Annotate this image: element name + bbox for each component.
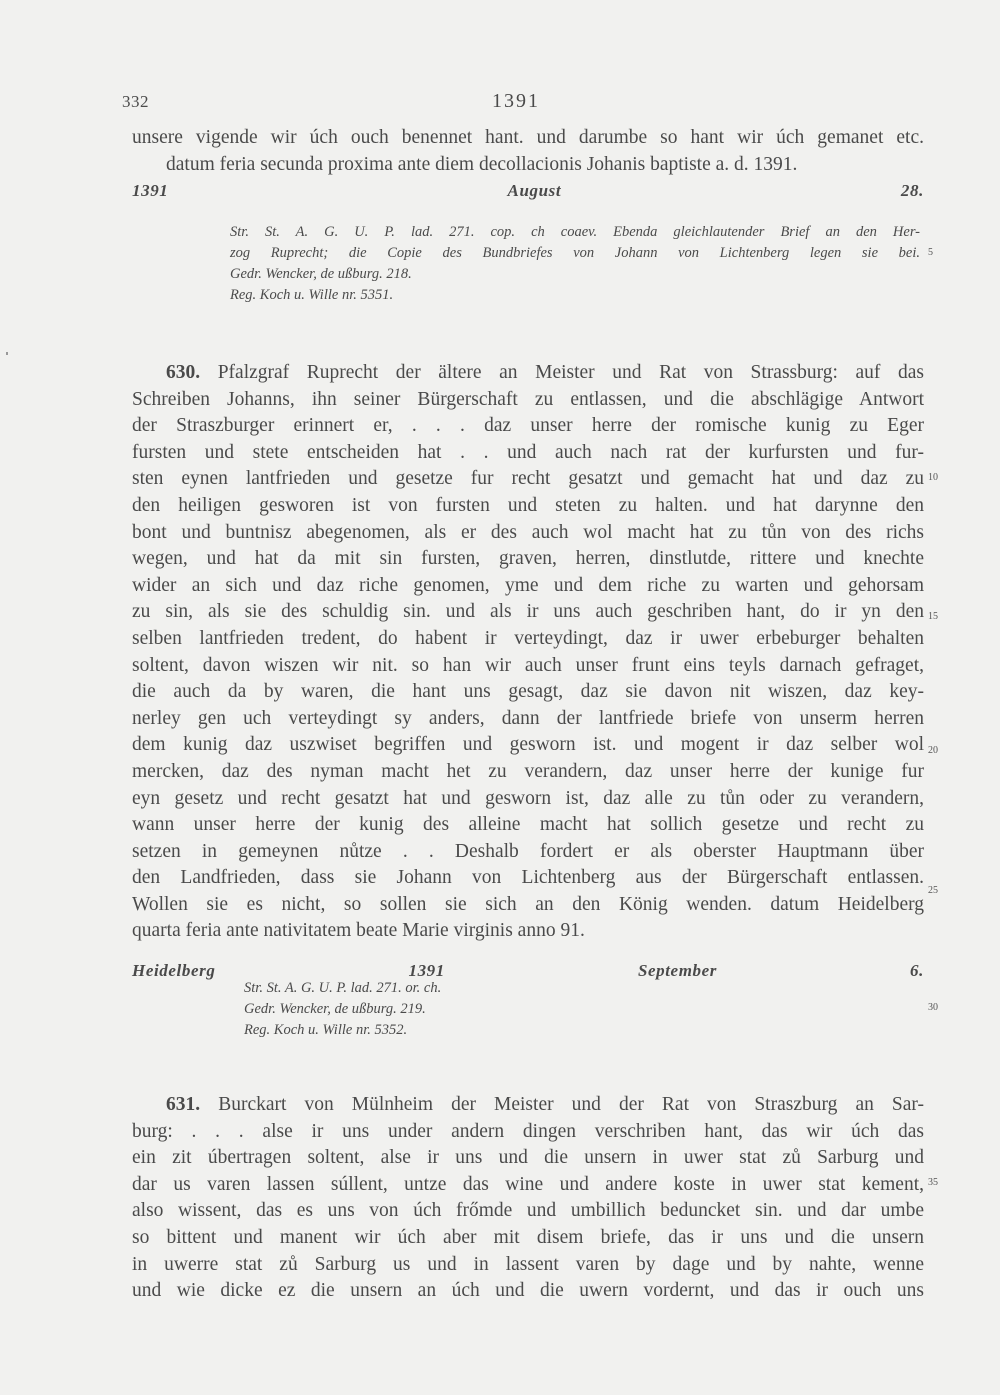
margin-line-number: 5 (928, 247, 933, 258)
source-note: Str. St. A. G. U. P. lad. 271. or. ch. (244, 980, 442, 996)
text-line: burg: . . . alse ir uns under andern dingen verschriben hant, das wir úch das (132, 1120, 924, 1142)
source-note: Gedr. Wencker, de ußburg. 219. (244, 1001, 426, 1017)
margin-line-number: 20 (928, 745, 938, 756)
running-year: 1391 (492, 90, 540, 112)
document-631 (132, 1092, 924, 1305)
text-line: mercken, daz des nyman macht het zu verandern, daz unser herre der kunige fur (132, 760, 924, 782)
previous-document-ending (132, 125, 924, 205)
text-line: zu sin, als sie des schuldig sin. und als ir uns auch geschriben hant, do ir yn den (132, 601, 924, 623)
text-line: fursten und stete entscheiden hat . . und auch nach rat der kurfursten und fur- (132, 441, 924, 463)
text-line: also wissent, das es uns von úch frőmde und umbillich beduncket sin. und dar umbe (132, 1200, 924, 1222)
text-line: wegen, und hat da mit sin fursten, graven, herren, dinstlutde, rittere und knechte (132, 548, 924, 570)
text-line: 631. Burckart von Mülnheim der Meister und der Rat von Straszburg an Sar- (166, 1094, 924, 1115)
text-line: 630. Pfalzgraf Ruprecht der ältere an Meister und Rat von Strassburg: auf das (166, 362, 924, 383)
text-line: eyn gesetz und recht gesatzt hat und gesworn ist, daz alle zu tůn oder zu verandern, (132, 787, 924, 809)
margin-line-number: 25 (928, 885, 938, 896)
source-note: Reg. Koch u. Wille nr. 5352. (244, 1022, 408, 1038)
text-line: unsere vigende wir úch ouch benennet hant. und darumbe so hant wir úch gemanet etc. (132, 127, 924, 148)
source-notes-630 (244, 978, 934, 1041)
text-line: ein zit úbertragen soltent, alse ir uns und die unsern in uwer stat zů Sarburg und (132, 1147, 924, 1169)
text-line: Wollen sie es nicht, so sollen sie sich an den König wenden. datum Heidelberg (132, 893, 924, 915)
source-note: Gedr. Wencker, de ußburg. 218. (230, 266, 412, 282)
margin-line-number: 10 (928, 472, 938, 483)
margin-line-number: 30 (928, 1002, 938, 1013)
text-line: den heiligen gesworen ist von fursten und steten zu halten. und hat darynne den (132, 494, 924, 516)
text-line: die auch da by waren, die hant uns gesagt, daz sie davon nit wiszen, daz key- (132, 681, 924, 703)
text-line: selben lantfrieden tredent, do habent ir verteydingt, daz ir uwer erbeburger behalten (132, 627, 924, 649)
text-line: sten eynen lantfrieden und gesetze fur recht gesatzt und gemacht hat und daz zu (132, 468, 924, 490)
source-note: zog Ruprecht; die Copie des Bundbriefes von Johann von Lichtenberg legen sie bei. (230, 245, 920, 261)
document-number: 631. (166, 1094, 201, 1115)
text-line: datum feria secunda proxima ante diem decollacionis Johanis baptiste a. d. 1391. (166, 153, 798, 175)
text-line: setzen in gemeynen nůtze . . Deshalb fordert er als oberster Hauptmann über (132, 840, 924, 862)
text-line: und wie dicke ez die unsern an úch und die uwern vordernt, und das ir ouch uns (132, 1280, 924, 1302)
text-line: wann unser herre der kunig des alleine macht hat sollich gesetze und recht zu (132, 814, 924, 836)
page-number: 332 (122, 92, 149, 111)
source-notes-629 (230, 222, 920, 306)
text-line: quarta feria ante nativitatem beate Marie virginis anno 91. (132, 920, 585, 942)
text-line: bont und buntnisz abegenomen, als er des auch wol macht hat zu tůn von des richs (132, 521, 924, 543)
text-line: den Landfrieden, dass sie Johann von Lichtenberg aus der Bürgerschaft entlassen. (132, 867, 924, 889)
margin-line-number: 35 (928, 1177, 938, 1188)
paper-speck (6, 352, 8, 355)
text-line: so bittent und manent wir úch aber mit disem briefe, das ir uns und die unsern (132, 1226, 924, 1248)
text-line: wider an sich und daz riche genomen, yme und dem riche zu warten und gehorsam (132, 574, 924, 596)
margin-line-number: 15 (928, 611, 938, 622)
document-number: 630. (166, 362, 201, 383)
text-line: soltent, davon wiszen wir nit. so han wir auch unser frunt eins teyls darnach gefraget, (132, 654, 924, 676)
document-dateline: Heidelberg 1391 September 6. (132, 961, 924, 980)
text-line: in uwerre stat zů Sarburg us und in lassent varen by dage und by nahte, wenne (132, 1253, 924, 1275)
document-dateline: 1391 August 28. (132, 181, 924, 201)
source-note: Reg. Koch u. Wille nr. 5351. (230, 287, 394, 303)
text-line: der Straszburger erinnert er, . . . daz unser herre der romische kunig zu Eger (132, 415, 924, 437)
source-note: Str. St. A. G. U. P. lad. 271. cop. ch coaev. Ebenda gleichlautender Brief an den Her- (230, 224, 920, 240)
document-630 (132, 360, 924, 945)
text-line: nerley gen uch verteydingt sy anders, dann der lantfriede briefe von unserm herren (132, 707, 924, 729)
text-line: dar us varen lassen súllent, untze das wine und andere koste in uwer stat kement, (132, 1173, 924, 1195)
running-header (0, 92, 1000, 116)
text-line: Schreiben Johanns, ihn seiner Bürgerschaft zu entlassen, und die abschlägige Antwort (132, 388, 924, 410)
text-line: dem kunig daz uszwiset begriffen und gesworn ist. und mogent ir daz selber wol (132, 734, 924, 756)
